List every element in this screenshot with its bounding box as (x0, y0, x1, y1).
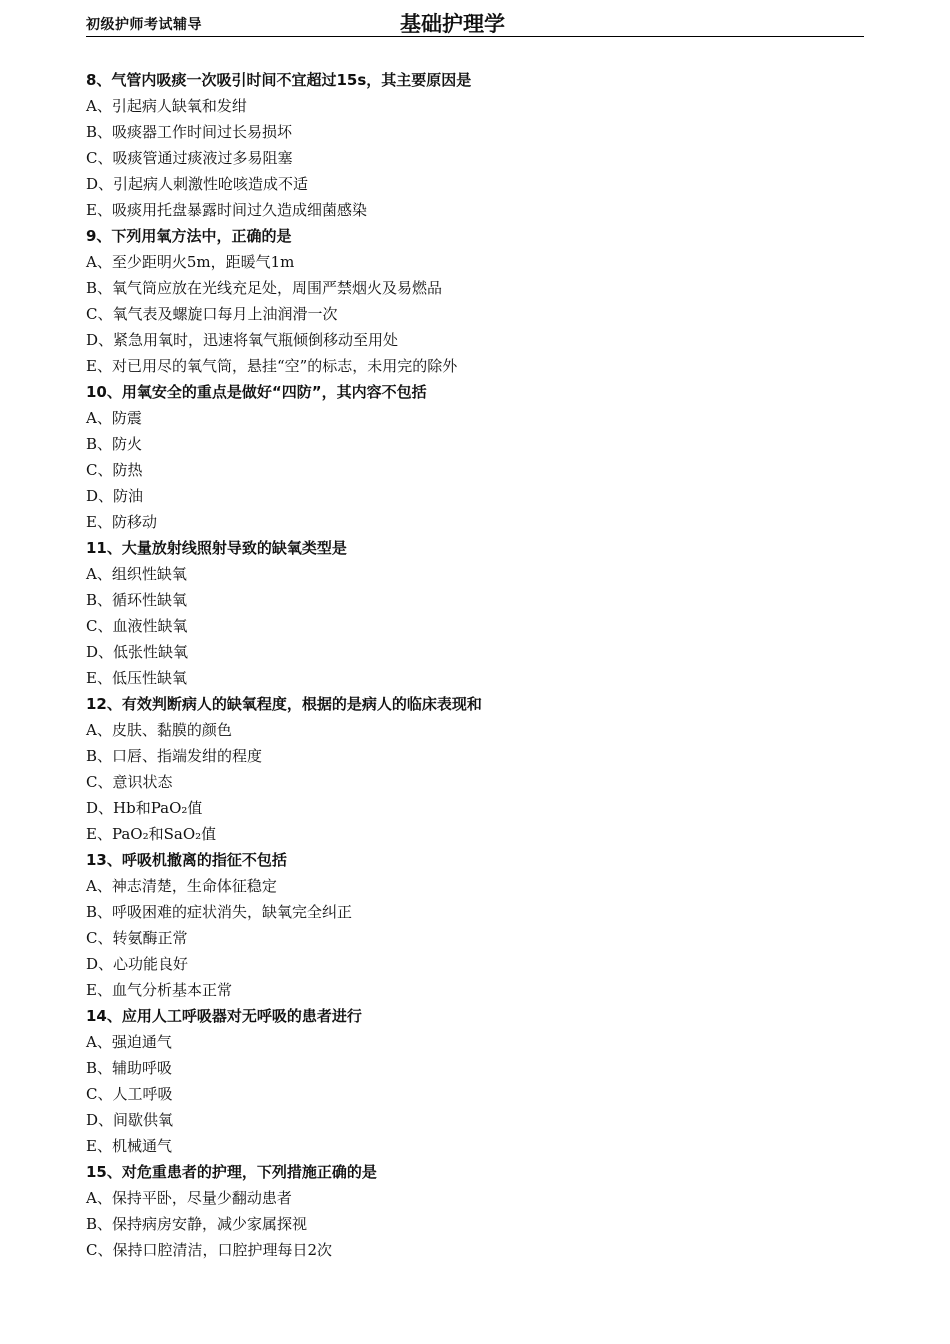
answer-option: B、呼吸困难的症状消失，缺氧完全纠正 (86, 903, 353, 921)
answer-option: C、人工呼吸 (86, 1085, 173, 1103)
answer-option: E、吸痰用托盘暴露时间过久造成细菌感染 (86, 201, 367, 219)
answer-option: B、辅助呼吸 (86, 1059, 173, 1077)
answer-option: D、心功能良好 (86, 955, 189, 973)
answer-option: B、保持病房安静，减少家属探视 (86, 1215, 308, 1233)
answer-option: D、Hb和PaO₂值 (86, 799, 203, 817)
answer-option: A、组织性缺氧 (86, 565, 187, 583)
answer-option: E、血气分析基本正常 (86, 981, 232, 999)
header-subject-title: 基础护理学 (400, 12, 505, 36)
question-list (86, 67, 866, 1263)
question-stem: 9、下列用氧方法中，正确的是 (86, 227, 292, 245)
question-stem: 8、气管内吸痰一次吸引时间不宜超过15s，其主要原因是 (86, 71, 472, 89)
answer-option: C、转氨酶正常 (86, 929, 188, 947)
header-course-label: 初级护师考试辅导 (86, 17, 202, 33)
answer-option: D、防油 (86, 487, 144, 505)
answer-option: C、氧气表及螺旋口每月上油润滑一次 (86, 305, 338, 323)
answer-option: D、低张性缺氧 (86, 643, 189, 661)
answer-option: E、低压性缺氧 (86, 669, 187, 687)
answer-option: B、口唇、指端发绀的程度 (86, 747, 263, 765)
answer-option: B、循环性缺氧 (86, 591, 188, 609)
answer-option: C、防热 (86, 461, 143, 479)
answer-option: B、防火 (86, 435, 143, 453)
answer-option: D、引起病人刺激性呛咳造成不适 (86, 175, 309, 193)
question-stem: 12、有效判断病人的缺氧程度，根据的是病人的临床表现和 (86, 695, 482, 713)
answer-option: D、紧急用氧时，迅速将氧气瓶倾倒移动至用处 (86, 331, 399, 349)
answer-option: A、引起病人缺氧和发绀 (86, 97, 247, 115)
answer-option: A、保持平卧，尽量少翻动患者 (86, 1189, 292, 1207)
answer-option: E、防移动 (86, 513, 157, 531)
answer-option: A、神志清楚，生命体征稳定 (86, 877, 277, 895)
answer-option: C、保持口腔清洁，口腔护理每日2次 (86, 1241, 333, 1259)
answer-option: C、吸痰管通过痰液过多易阻塞 (86, 149, 293, 167)
answer-option: E、机械通气 (86, 1137, 172, 1155)
answer-option: E、PaO₂和SaO₂值 (86, 825, 217, 843)
answer-option: B、氧气筒应放在光线充足处，周围严禁烟火及易燃品 (86, 279, 443, 297)
answer-option: D、间歇供氧 (86, 1111, 174, 1129)
answer-option: A、强迫通气 (86, 1033, 172, 1051)
answer-option: B、吸痰器工作时间过长易损坏 (86, 123, 293, 141)
answer-option: A、至少距明火5m，距暖气1m (86, 253, 295, 271)
answer-option: A、防震 (86, 409, 142, 427)
question-stem: 11、大量放射线照射导致的缺氧类型是 (86, 539, 347, 557)
question-stem: 13、呼吸机撤离的指征不包括 (86, 851, 287, 869)
question-stem: 10、用氧安全的重点是做好“四防”，其内容不包括 (86, 383, 427, 401)
answer-option: A、皮肤、黏膜的颜色 (86, 721, 232, 739)
question-stem: 14、应用人工呼吸器对无呼吸的患者进行 (86, 1007, 362, 1025)
answer-option: E、对已用尽的氧气筒，悬挂“空”的标志，未用完的除外 (86, 357, 458, 375)
question-stem: 15、对危重患者的护理，下列措施正确的是 (86, 1163, 377, 1181)
page-header (86, 0, 864, 37)
answer-option: C、血液性缺氧 (86, 617, 188, 635)
answer-option: C、意识状态 (86, 773, 173, 791)
